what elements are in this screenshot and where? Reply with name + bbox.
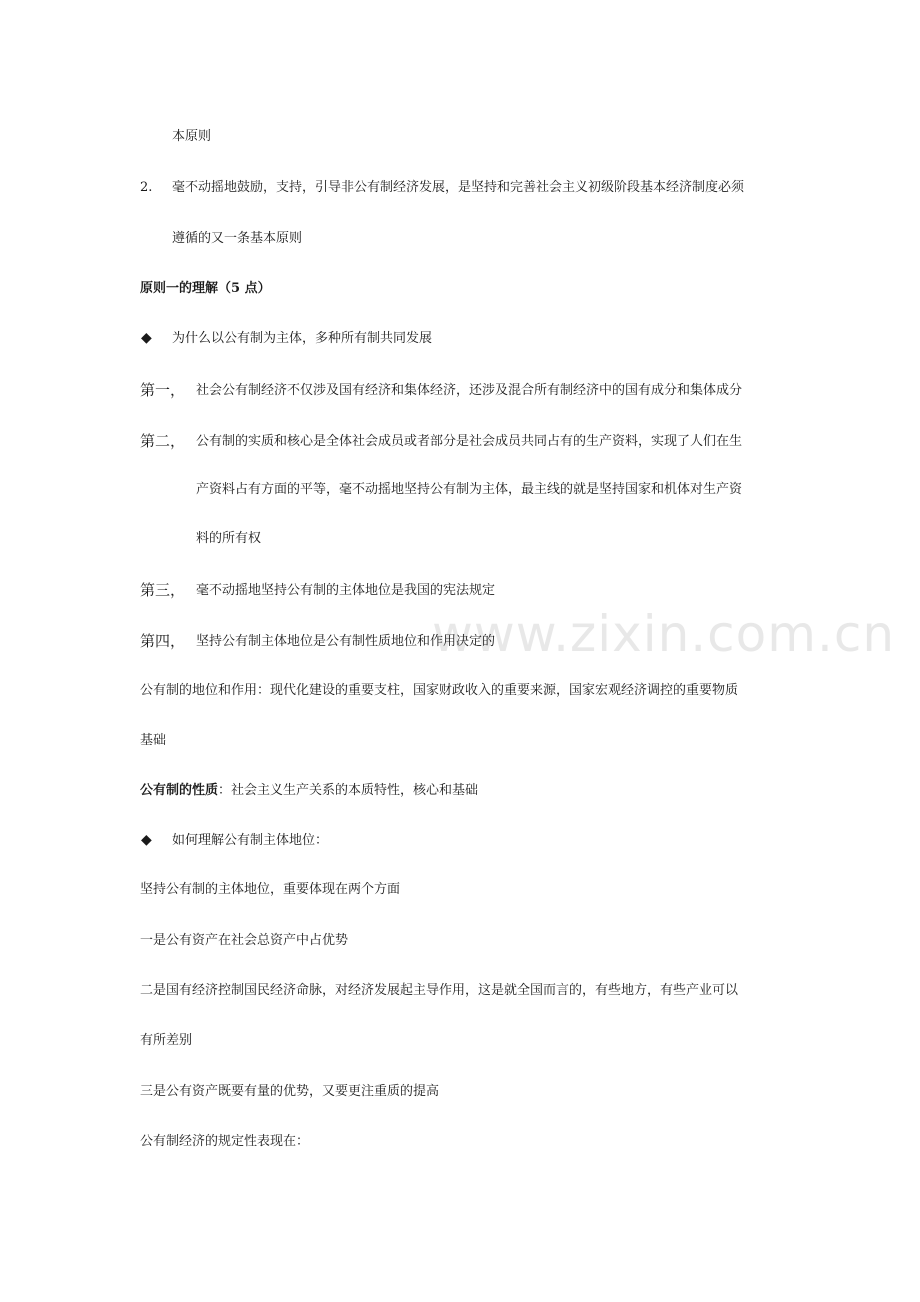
question-text: 为什么以公有制为主体，多种所有制共同发展 <box>172 331 433 346</box>
point-text: 公有制的实质和核心是全体社会成员或者部分是社会成员共同占有的生产资料，实现了人们在生 <box>196 434 743 449</box>
point-text: 毫不动摇地坚持公有制的主体地位是我国的宪法规定 <box>196 583 496 598</box>
question-text: 如何理解公有制主体地位： <box>172 833 329 848</box>
point-text-continued: 产资料占有方面的平等，毫不动摇地坚持公有制为主体，最主线的就是坚持国家和机体对生产资 <box>196 482 743 497</box>
continuation-text: 本原则 <box>172 129 212 144</box>
paragraph-text: 坚持公有制的主体地位，重要体现在两个方面 <box>140 882 401 897</box>
ordinal-label: 第三， <box>140 581 186 599</box>
paragraph-text: 二是国有经济控制国民经济命脉，对经济发展起主导作用，这是就全国而言的，有些地方，有些产业可以 <box>140 983 739 998</box>
paragraph-text-continued: 有所差别 <box>140 1033 193 1048</box>
paragraph-text: 一是公有资产在社会总资产中占优势 <box>140 933 349 948</box>
list-item-text: 毫不动摇地鼓励，支持，引导非公有制经济发展，是坚持和完善社会主义初级阶段基本经济制度必须 <box>172 180 745 195</box>
nature-paragraph <box>140 781 478 801</box>
list-item-text-continued: 遵循的又一条基本原则 <box>172 231 303 246</box>
point-text: 社会公有制经济不仅涉及国有经济和集体经济，还涉及混合所有制经济中的国有成分和集体成分 <box>196 383 743 398</box>
diamond-bullet-icon: ◆ <box>141 330 152 346</box>
ordinal-label: 第四， <box>140 632 186 650</box>
paragraph-text: 公有制的地位和作用：现代化建设的重要支柱，国家财政收入的重要来源，国家宏观经济调控的重要物质 <box>140 683 739 698</box>
list-number: 2. <box>140 180 153 195</box>
paragraph-text-continued: 基础 <box>140 733 167 748</box>
section-heading: 原则一的理解（5 点） <box>140 281 271 296</box>
point-text: 坚持公有制主体地位是公有制性质地位和作用决定的 <box>196 634 496 649</box>
bold-term: 公有制的性质 <box>140 783 219 798</box>
term-definition: ：社会主义生产关系的本质特性，核心和基础 <box>218 783 479 798</box>
ordinal-label: 第二， <box>140 432 186 450</box>
ordinal-label: 第一， <box>140 381 186 399</box>
diamond-bullet-icon: ◆ <box>141 832 152 848</box>
watermark-text: www.zixin.com.cn <box>432 605 896 663</box>
paragraph-text: 公有制经济的规定性表现在： <box>140 1134 310 1149</box>
point-text-continued: 料的所有权 <box>196 531 262 546</box>
paragraph-text: 三是公有资产既要有量的优势，又要更注重质的提高 <box>140 1084 440 1099</box>
